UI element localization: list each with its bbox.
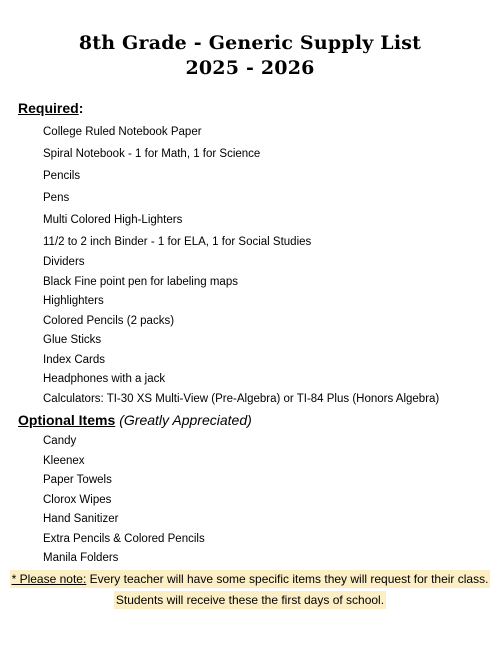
- footnote-text-1: Every teacher will have some specific items they will request for their class.: [89, 572, 489, 586]
- required-heading: [18, 99, 83, 117]
- optional-item: Candy: [43, 435, 77, 447]
- footnote-highlight: [10, 570, 491, 588]
- required-item: Colored Pencils (2 packs): [43, 315, 175, 327]
- footnote-line-2: [0, 590, 500, 610]
- optional-item: Hand Sanitizer: [43, 513, 119, 525]
- required-item: Highlighters: [43, 295, 104, 307]
- required-item: Pencils: [43, 170, 81, 182]
- optional-item: Manila Folders: [43, 552, 119, 564]
- required-item: 11/2 to 2 inch Binder - 1 for ELA, 1 for Social Studies: [43, 236, 312, 248]
- optional-item: Clorox Wipes: [43, 494, 112, 506]
- footnote-line-1: [0, 569, 500, 589]
- page-title: 8th Grade - Generic Supply List: [78, 32, 422, 54]
- required-item: Glue Sticks: [43, 334, 102, 346]
- required-item: Spiral Notebook - 1 for Math, 1 for Science: [43, 148, 261, 160]
- school-year: 2025 - 2026: [185, 57, 315, 79]
- optional-item: Kleenex: [43, 455, 85, 467]
- required-item: Index Cards: [43, 354, 106, 366]
- required-item: Pens: [43, 192, 70, 204]
- required-item: Headphones with a jack: [43, 373, 166, 385]
- optional-heading: [18, 411, 252, 429]
- required-heading-colon: :: [78, 100, 84, 116]
- optional-item: Paper Towels: [43, 474, 112, 486]
- required-item: Calculators: TI-30 XS Multi-View (Pre-Algebra) or TI-84 Plus (Honors Algebra): [43, 393, 440, 405]
- required-item: Multi Colored High-Lighters: [43, 214, 183, 226]
- footnote-text-2: Students will receive these the first days of school.: [115, 593, 385, 607]
- optional-heading-label: Optional Items: [18, 412, 116, 428]
- optional-item: Extra Pencils & Colored Pencils: [43, 533, 205, 545]
- optional-heading-note: (Greatly Appreciated): [119, 412, 252, 428]
- required-heading-label: Required: [18, 100, 79, 116]
- required-item: College Ruled Notebook Paper: [43, 126, 202, 138]
- required-item: Dividers: [43, 256, 85, 268]
- required-item: Black Fine point pen for labeling maps: [43, 276, 238, 288]
- footnote-label: * Please note:: [11, 572, 87, 586]
